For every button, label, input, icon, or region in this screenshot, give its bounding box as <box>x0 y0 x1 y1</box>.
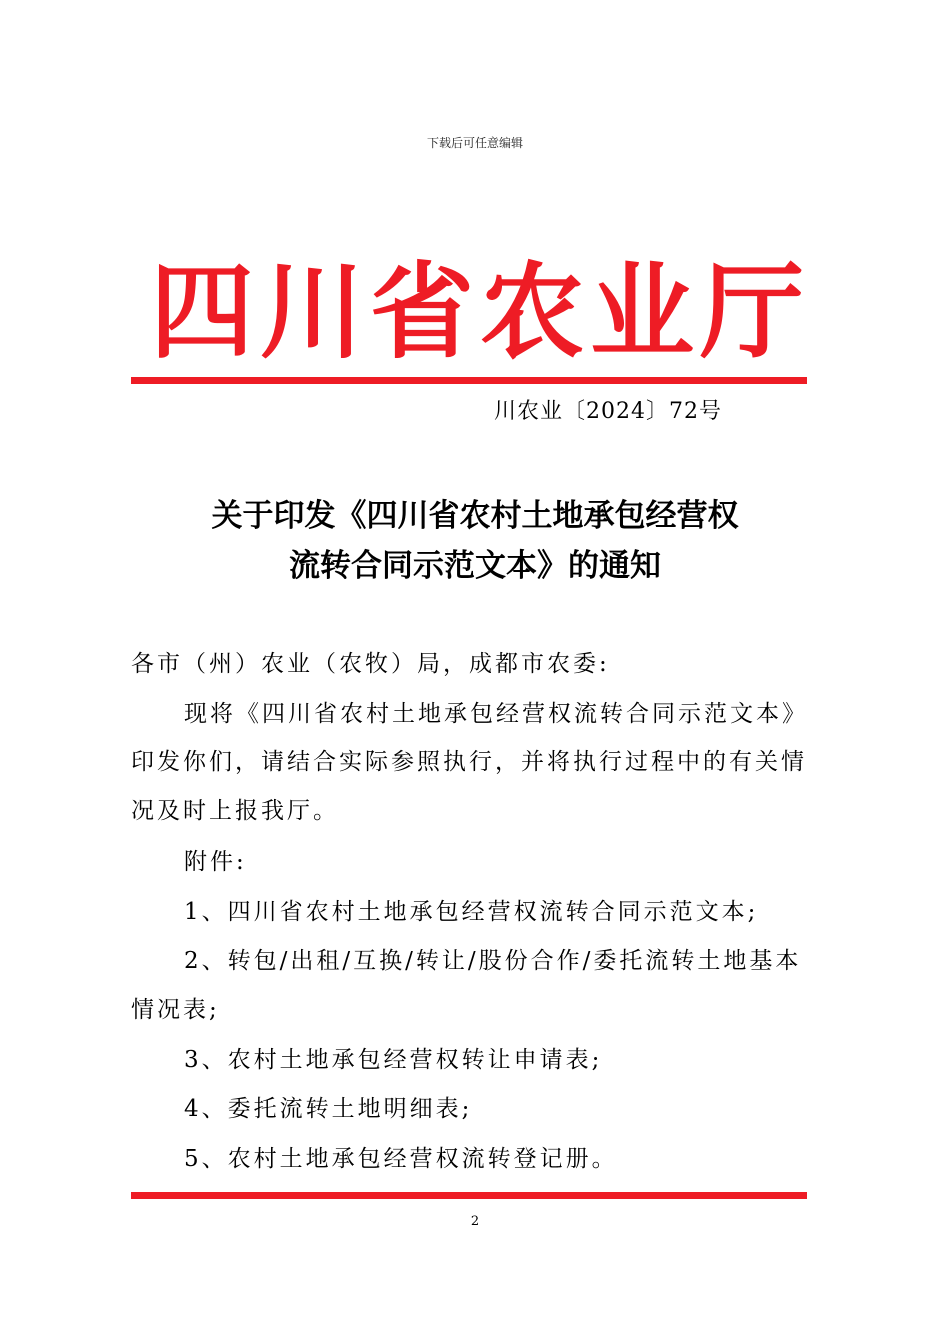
header-note: 下载后可任意编辑 <box>426 136 523 150</box>
masthead-title: 四川省农业厅 <box>150 251 811 373</box>
page-number: 2 <box>470 1214 480 1229</box>
document-number: 川农业〔2024〕72号 <box>494 399 722 424</box>
attachment-item-5: 5、农村土地承包经营权流转登记册。 <box>184 1146 618 1172</box>
paragraph-line-2: 印发你们，请结合实际参照执行，并将执行过程中的有关情 <box>131 749 807 775</box>
attachment-item-2-continued: 情况表; <box>131 997 220 1023</box>
paragraph-line-1: 现将《四川省农村土地承包经营权流转合同示范文本》 <box>184 701 808 727</box>
paragraph-line-3: 况及时上报我厅。 <box>131 798 339 824</box>
red-rule-top <box>131 377 807 384</box>
salutation: 各市（州）农业（农牧）局，成都市农委: <box>131 651 610 677</box>
red-rule-bottom <box>131 1192 807 1199</box>
attachment-item-1: 1、四川省农村土地承包经营权流转合同示范文本; <box>184 899 759 925</box>
notice-title-line-2: 流转合同示范文本》的通知 <box>289 548 661 584</box>
attachment-item-3: 3、农村土地承包经营权转让申请表; <box>184 1047 603 1073</box>
attachment-item-2: 2、转包/出租/互换/转让/股份合作/委托流转土地基本 <box>184 948 802 974</box>
attachments-label: 附件: <box>184 849 247 875</box>
notice-title-line-1: 关于印发《四川省农村土地承包经营权 <box>211 498 739 534</box>
attachment-item-4: 4、委托流转土地明细表; <box>184 1096 473 1122</box>
